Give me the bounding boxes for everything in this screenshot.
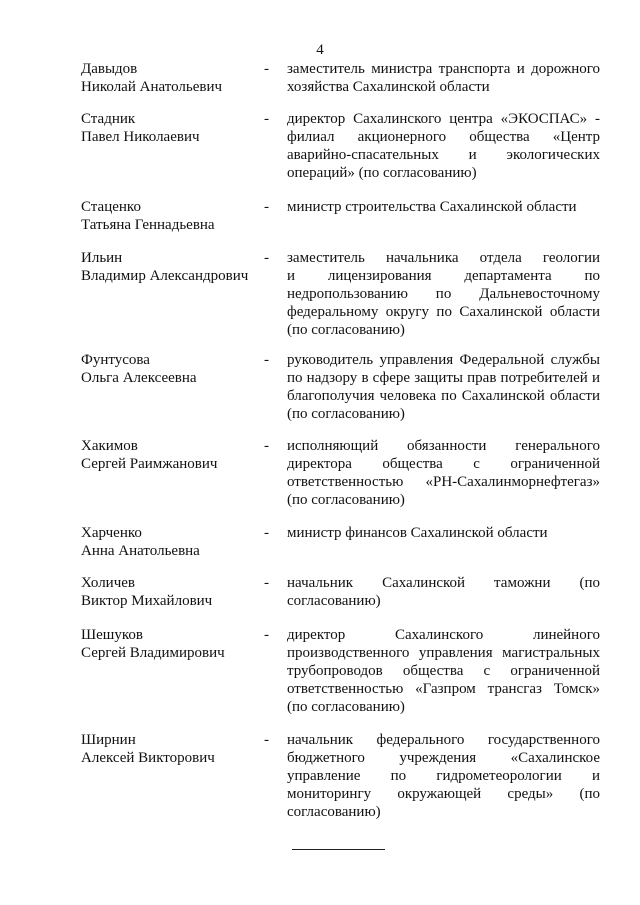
entry-dash: - bbox=[264, 575, 269, 591]
member-name bbox=[81, 626, 261, 662]
member-name bbox=[81, 351, 261, 387]
position-line: недропользованию по Дальневосточному bbox=[287, 286, 600, 302]
member-name bbox=[81, 110, 261, 146]
member-position bbox=[287, 437, 600, 509]
position-line: (по согласованию) bbox=[287, 406, 405, 422]
position-line: министр финансов Сахалинской области bbox=[287, 525, 548, 541]
entry-dash: - bbox=[264, 627, 269, 643]
position-line: директор Сахалинского линейного bbox=[287, 627, 600, 643]
position-line: (по согласованию) bbox=[287, 322, 405, 338]
entry-dash: - bbox=[264, 199, 269, 215]
page-number: 4 bbox=[316, 42, 324, 58]
entry-dash: - bbox=[264, 732, 269, 748]
member-name bbox=[81, 249, 261, 285]
position-line: аварийно-спасательных и экологических bbox=[287, 147, 600, 163]
position-line: хозяйства Сахалинской области bbox=[287, 79, 490, 95]
member-given-names: Николай Анатольевич bbox=[81, 79, 223, 95]
entry-dash: - bbox=[264, 111, 269, 127]
member-given-names: Алексей Викторович bbox=[81, 750, 215, 766]
closing-separator-line bbox=[292, 849, 385, 850]
position-line: управление по гидрометеорологии и bbox=[287, 768, 600, 784]
member-position bbox=[287, 198, 600, 216]
member-given-names: Виктор Михайлович bbox=[81, 593, 213, 609]
position-line: (по согласованию) bbox=[287, 492, 405, 508]
position-line: ответственностью «РН-Сахалинморнефтегаз» bbox=[287, 474, 600, 490]
member-given-names: Сергей Раимжанович bbox=[81, 456, 218, 472]
member-given-names: Анна Анатольевна bbox=[81, 543, 200, 559]
position-line: заместитель начальника отдела геологии bbox=[287, 250, 600, 266]
position-line: согласованию) bbox=[287, 804, 381, 820]
position-line: филиал акционерного общества «Центр bbox=[287, 129, 600, 145]
member-position bbox=[287, 731, 600, 821]
position-line: директор Сахалинского центра «ЭКОСПАС» - bbox=[287, 111, 600, 127]
member-position bbox=[287, 626, 600, 716]
member-surname: Ильин bbox=[81, 250, 123, 266]
member-given-names: Татьяна Геннадьевна bbox=[81, 217, 215, 233]
member-surname: Шешуков bbox=[81, 627, 143, 643]
member-position bbox=[287, 60, 600, 96]
member-given-names: Ольга Алексеевна bbox=[81, 370, 197, 386]
member-surname: Стадник bbox=[81, 111, 136, 127]
member-surname: Фунтусова bbox=[81, 352, 150, 368]
member-given-names: Павел Николаевич bbox=[81, 129, 200, 145]
member-name bbox=[81, 524, 261, 560]
member-position bbox=[287, 351, 600, 423]
member-name bbox=[81, 60, 261, 96]
position-line: исполняющий обязанности генерального bbox=[287, 438, 600, 454]
entry-dash: - bbox=[264, 61, 269, 77]
member-position bbox=[287, 110, 600, 182]
position-line: ответственностью «Газпром трансгаз Томск» bbox=[287, 681, 600, 697]
position-line: федеральному округу по Сахалинской области bbox=[287, 304, 600, 320]
entry-dash: - bbox=[264, 352, 269, 368]
member-surname: Ширнин bbox=[81, 732, 136, 748]
member-name bbox=[81, 574, 261, 610]
position-line: заместитель министра транспорта и дорожного bbox=[287, 61, 600, 77]
position-line: производственного управления магистральных bbox=[287, 645, 600, 661]
position-line: благополучия человека по Сахалинской области bbox=[287, 388, 600, 404]
member-name bbox=[81, 731, 261, 767]
position-line: операций» (по согласованию) bbox=[287, 165, 477, 181]
position-line: руководитель управления Федеральной службы bbox=[287, 352, 600, 368]
member-surname: Хакимов bbox=[81, 438, 138, 454]
member-given-names: Сергей Владимирович bbox=[81, 645, 225, 661]
position-line: директора общества с ограниченной bbox=[287, 456, 600, 472]
position-line: и лицензирования департамента по bbox=[287, 268, 600, 284]
position-line: начальник федерального государственного bbox=[287, 732, 600, 748]
member-surname: Давыдов bbox=[81, 61, 138, 77]
member-given-names: Владимир Александрович bbox=[81, 268, 249, 284]
entry-dash: - bbox=[264, 250, 269, 266]
member-position bbox=[287, 249, 600, 339]
entry-dash: - bbox=[264, 438, 269, 454]
position-line: согласованию) bbox=[287, 593, 381, 609]
position-line: трубопроводов общества с ограниченной bbox=[287, 663, 600, 679]
position-line: министр строительства Сахалинской области bbox=[287, 199, 577, 215]
member-position bbox=[287, 524, 600, 542]
position-line: мониторингу окружающей среды» (по bbox=[287, 786, 600, 802]
entry-dash: - bbox=[264, 525, 269, 541]
member-name bbox=[81, 198, 261, 234]
position-line: начальник Сахалинской таможни (по bbox=[287, 575, 600, 591]
member-surname: Стаценко bbox=[81, 199, 141, 215]
position-line: (по согласованию) bbox=[287, 699, 405, 715]
member-name bbox=[81, 437, 261, 473]
member-position bbox=[287, 574, 600, 610]
position-line: бюджетного учреждения «Сахалинское bbox=[287, 750, 600, 766]
position-line: по надзору в сфере защиты прав потребителей и bbox=[287, 370, 600, 386]
member-surname: Холичев bbox=[81, 575, 135, 591]
member-surname: Харченко bbox=[81, 525, 142, 541]
